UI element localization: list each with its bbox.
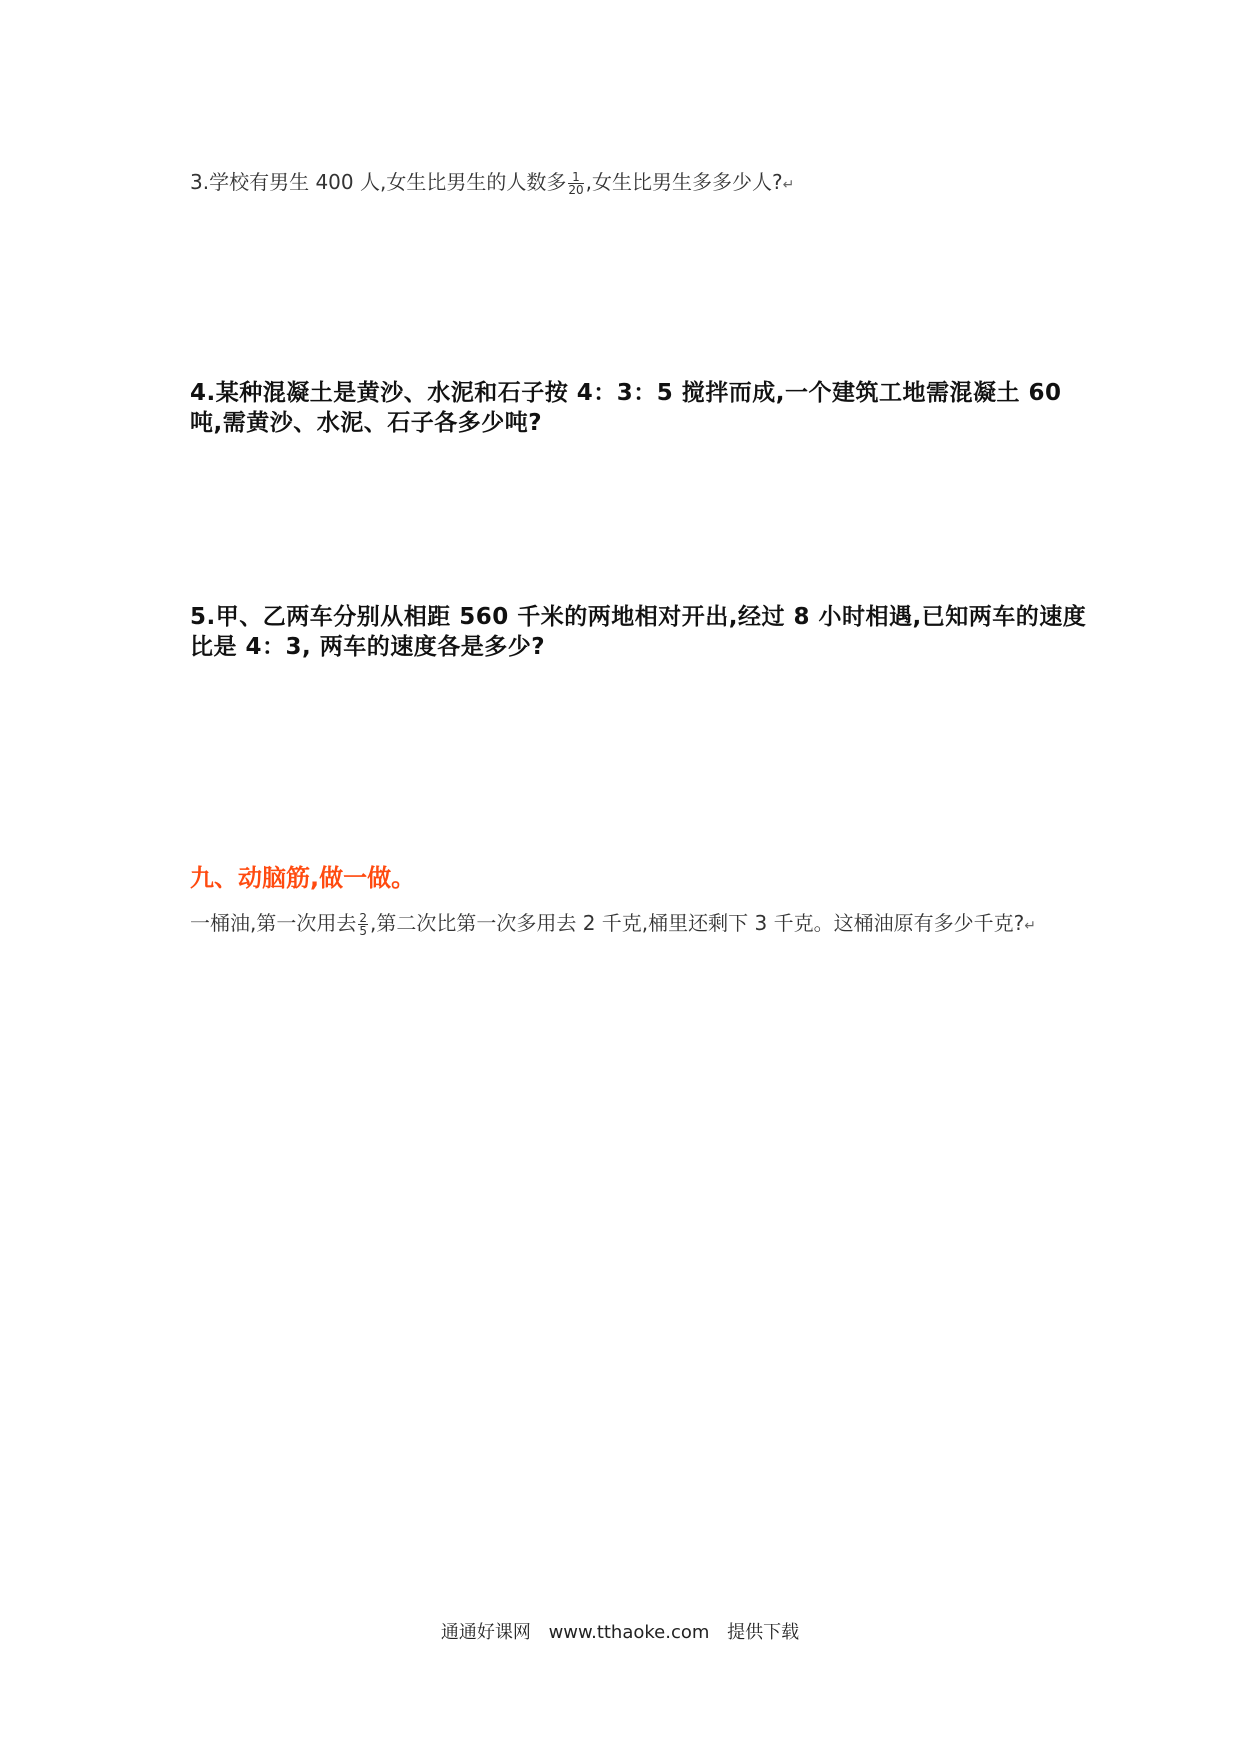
fraction-denominator: 5 bbox=[359, 924, 367, 938]
question-3-text-b: ,女生比男生多多少人? bbox=[585, 170, 783, 194]
fraction-2-5 bbox=[358, 912, 368, 937]
question-3-text-a: 3.学校有男生 400 人,女生比男生的人数多 bbox=[190, 170, 567, 194]
paragraph-mark-icon: ↵ bbox=[782, 177, 795, 193]
fraction-numerator: 2 bbox=[359, 911, 367, 925]
footer-url[interactable]: www.tthaoke.com bbox=[548, 1622, 710, 1643]
question-5: 5.甲、乙两车分别从相距 560 千米的两地相对开出,经过 8 小时相遇,已知两车的速度比是 4：3, 两车的速度各是多少? bbox=[190, 604, 1087, 660]
footer-site-name: 通通好课网 bbox=[440, 1622, 531, 1643]
question-9 bbox=[190, 906, 1140, 943]
fraction-1-20 bbox=[568, 171, 583, 196]
fraction-denominator: 20 bbox=[568, 183, 584, 197]
page-footer bbox=[0, 1618, 1240, 1644]
section-9-title: 九、动脑筋,做一做。 bbox=[190, 864, 416, 892]
question-9-text-a: 一桶油,第一次用去 bbox=[190, 911, 357, 935]
question-4: 4.某种混凝土是黄沙、水泥和石子按 4：3：5 搅拌而成,一个建筑工地需混凝土 60 吨,需黄沙、水泥、石子各多少吨? bbox=[190, 380, 1062, 436]
footer-suffix: 提供下载 bbox=[727, 1622, 800, 1643]
paragraph-mark-icon: ↵ bbox=[1024, 918, 1036, 934]
fraction-numerator: 1 bbox=[568, 171, 583, 184]
question-9-text-b: ,第二次比第一次多用去 2 千克,桶里还剩下 3 千克。这桶油原有多少千克? bbox=[370, 911, 1025, 935]
question-3 bbox=[190, 165, 1090, 202]
